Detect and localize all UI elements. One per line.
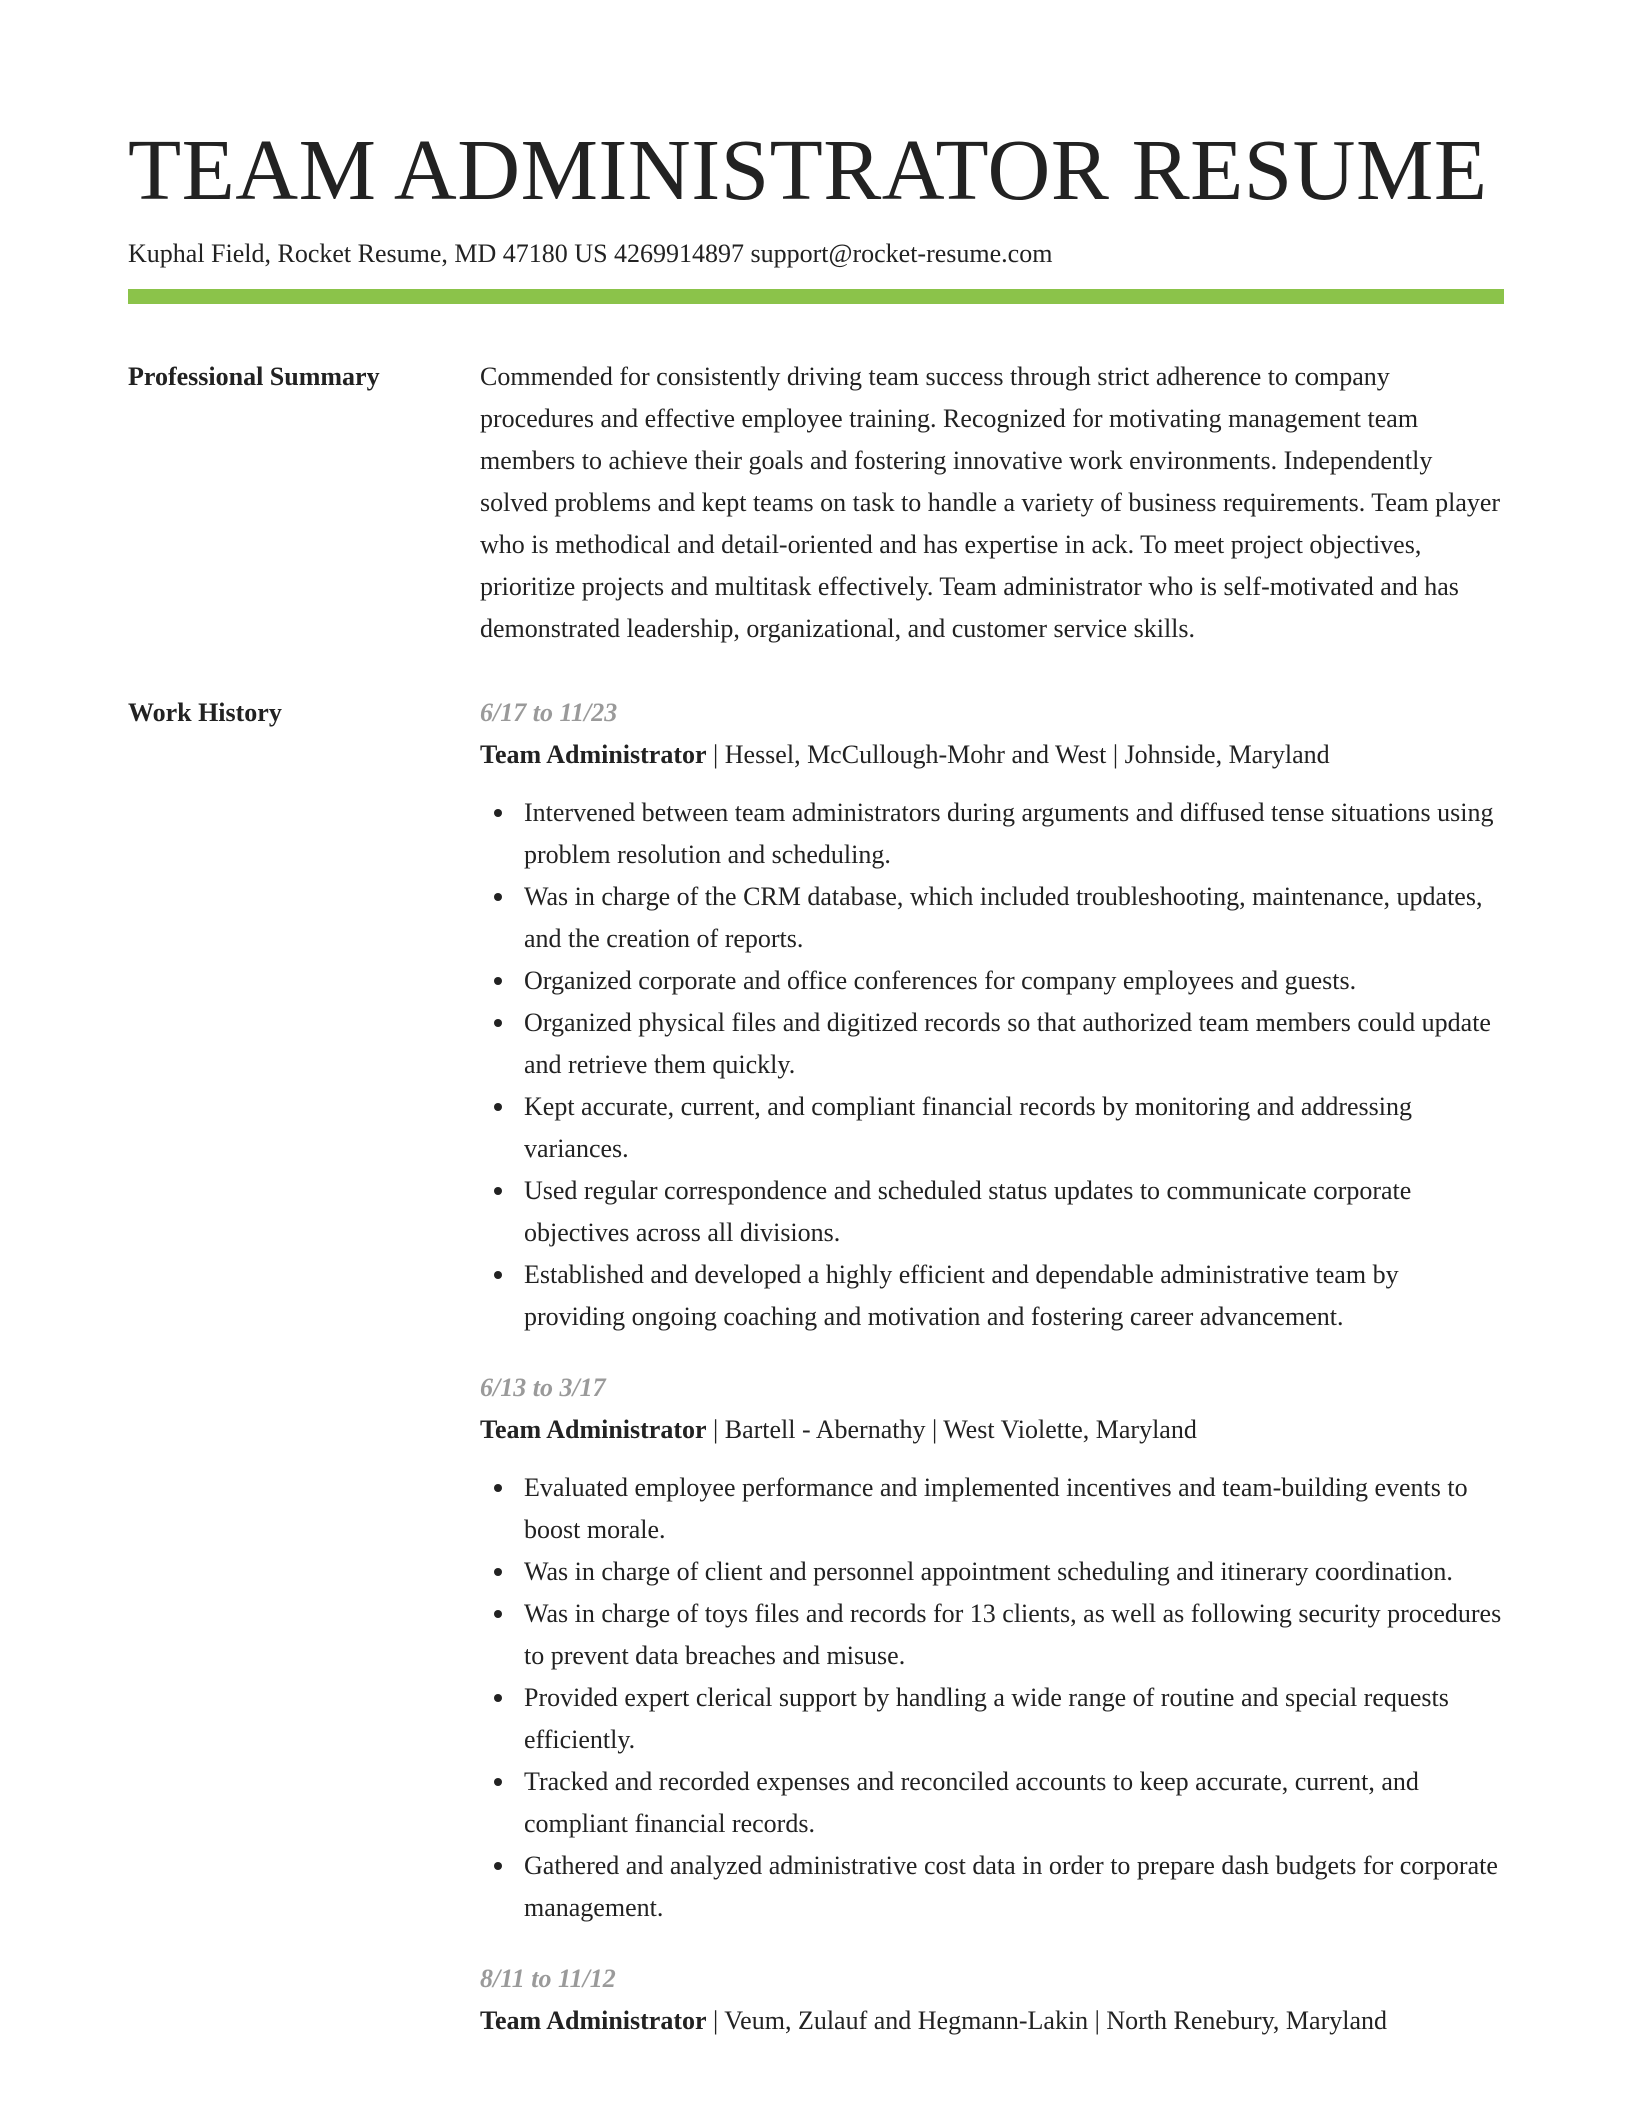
bullet-text: Was in charge of the CRM database, which included troubleshooting, maintenance, updates, and the creation of reports. (524, 882, 1483, 953)
bullet-item (480, 1593, 1504, 1677)
bullet-item (480, 1086, 1504, 1170)
job-title: Team Administrator (480, 2006, 707, 2035)
bullet-icon (494, 1187, 502, 1195)
job-entry (480, 1367, 1504, 1929)
bullet-text: Tracked and recorded expenses and reconciled accounts to keep accurate, current, and compliant financial records. (524, 1767, 1419, 1838)
job-entry (480, 692, 1504, 1338)
bullet-text: Used regular correspondence and scheduled status updates to communicate corporate objectives across all divisions. (524, 1176, 1412, 1247)
job-dates: 6/17 to 11/23 (480, 698, 618, 727)
contact-line: Kuphal Field, Rocket Resume, MD 47180 US 4269914897 support@rocket-resume.com (128, 239, 1053, 268)
job-employer-location: | Hessel, McCullough-Mohr and West | Johnside, Maryland (706, 740, 1330, 769)
bullet-icon (494, 1610, 502, 1618)
bullet-icon (494, 1019, 502, 1027)
job-bullet-list (480, 792, 1504, 1338)
bullet-text: Provided expert clerical support by handling a wide range of routine and special requests efficiently. (524, 1683, 1449, 1754)
bullet-text: Established and developed a highly efficient and dependable administrative team by providing ongoing coaching and motivation and fostering career advancement. (524, 1260, 1399, 1331)
bullet-text: Kept accurate, current, and compliant financial records by monitoring and addressing variances. (524, 1092, 1413, 1163)
bullet-icon (494, 1568, 502, 1576)
bullet-icon (494, 1271, 502, 1279)
job-heading (480, 2000, 1504, 2042)
section-label-work-history: Work History (128, 698, 282, 727)
work-history-section (128, 692, 1504, 2071)
job-title: Team Administrator (480, 740, 707, 769)
job-title: Team Administrator (480, 1415, 707, 1444)
bullet-item (480, 960, 1504, 1002)
job-heading (480, 1409, 1504, 1451)
bullet-text: Organized physical files and digitized records so that authorized team members could update and retrieve them quickly. (524, 1008, 1491, 1079)
resume-title: TEAM ADMINISTRATOR RESUME (128, 121, 1488, 218)
bullet-icon (494, 1103, 502, 1111)
bullet-text: Intervened between team administrators during arguments and diffused tense situations using problem resolution and scheduling. (524, 798, 1494, 869)
job-employer-location: | Bartell - Abernathy | West Violette, Maryland (706, 1415, 1197, 1444)
job-dates: 6/13 to 3/17 (480, 1373, 606, 1402)
section-label-summary: Professional Summary (128, 362, 380, 391)
bullet-item (480, 1254, 1504, 1338)
summary-body (480, 356, 1504, 650)
bullet-item (480, 876, 1504, 960)
bullet-text: Gathered and analyzed administrative cost data in order to prepare dash budgets for corporate management. (524, 1851, 1498, 1922)
bullet-icon (494, 1484, 502, 1492)
bullet-item (480, 1761, 1504, 1845)
bullet-item (480, 1677, 1504, 1761)
bullet-item (480, 792, 1504, 876)
bullet-text: Was in charge of client and personnel appointment scheduling and itinerary coordination. (524, 1557, 1453, 1586)
bullet-icon (494, 1694, 502, 1702)
bullet-item (480, 1467, 1504, 1551)
bullet-item (480, 1170, 1504, 1254)
job-entry (480, 1958, 1504, 2042)
summary-text: Commended for consistently driving team success through strict adherence to company procedures and effective employee training. Recognized for motivating management team members to achieve their goals and fostering innovative work environments. Independently solved problems and kept teams on task to handle a variety of business requirements. Team player who is methodical and detail-oriented and has expertise in ack. To meet project objectives, prioritize projects and multitask effectively. Team administrator who is self-motivated and has demonstrated leadership, organizational, and customer service skills. (480, 362, 1501, 643)
bullet-text: Was in charge of toys files and records for 13 clients, as well as following security procedures to prevent data breaches and misuse. (524, 1599, 1502, 1670)
bullet-item (480, 1845, 1504, 1929)
bullet-text: Organized corporate and office conferences for company employees and guests. (524, 966, 1357, 995)
job-bullet-list (480, 1467, 1504, 1929)
bullet-icon (494, 1862, 502, 1870)
job-heading (480, 734, 1504, 776)
bullet-icon (494, 977, 502, 985)
bullet-item (480, 1002, 1504, 1086)
bullet-icon (494, 893, 502, 901)
header-divider (128, 289, 1504, 304)
bullet-icon (494, 809, 502, 817)
professional-summary-section (128, 356, 1504, 650)
job-dates: 8/11 to 11/12 (480, 1964, 616, 1993)
work-history-body (480, 692, 1504, 2071)
bullet-text: Evaluated employee performance and implemented incentives and team-building events to boost morale. (524, 1473, 1468, 1544)
resume-page (128, 0, 1504, 2071)
bullet-icon (494, 1778, 502, 1786)
job-employer-location: | Veum, Zulauf and Hegmann-Lakin | North Renebury, Maryland (706, 2006, 1388, 2035)
bullet-item (480, 1551, 1504, 1593)
